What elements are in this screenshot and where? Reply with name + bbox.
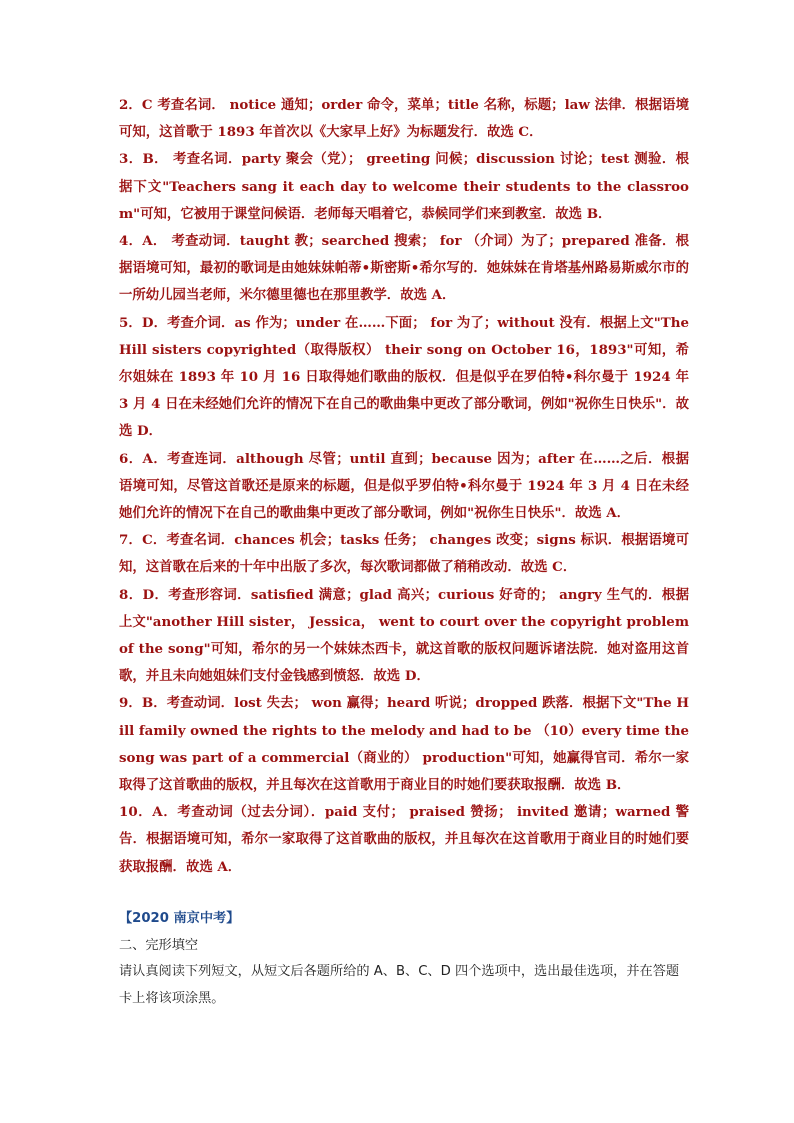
answer-item-4 (119, 228, 689, 310)
answer-text: A．考查连词．although 尽管；until 直到；because 因为；after 在……之后．根据语境可知，尽管这首歌还是原来的标题，但是似乎罗伯特•科尔曼于 1924 年 3 月 4 日在未经她们允许的情况下在自己的歌曲集中更改了部分歌词，例如"祝你生日快乐"．故选 A． (119, 450, 689, 522)
answer-item-8 (119, 582, 689, 691)
section-instruction: 请认真阅读下列短文，从短文后各题所给的 A、B、C、D 四个选项中，选出最佳选项，并在答题卡上将该项涂黑。 (119, 964, 680, 1006)
answer-number: 6． (119, 450, 143, 467)
answer-explanations (119, 92, 689, 881)
section-source: 【2020 南京中考】 (119, 911, 240, 926)
answer-text: D．考查介词．as 作为；under 在……下面； for 为了；without 没有．根据上文"The Hill sisters copyrighted（取得版权） their song on October 16，1893"可知，希尔姐妹在 1893 年 10 月 16 日取得她们歌曲的版权．但是似乎在罗伯特•科尔曼于 1924 年 3 月 4 日在未经她们允许的情况下在自己的歌曲集中更改了部分歌词，例如"祝你生日快乐"．故选 D． (119, 314, 689, 440)
answer-number: 8． (119, 586, 143, 603)
answer-text: B．考查动词．lost 失去； won 赢得；heard 听说；dropped 跌落．根据下文"The Hill family owned the rights to the melody and had to be （10）every time the song was part of a commercial（商业的） production"可知，她赢得官司．希尔一家取得了这首歌曲的版权，并且每次在这首歌用于商业目的时她们要获取报酬．故选 B． (119, 695, 689, 794)
answer-text: C 考查名词． notice 通知；order 命令，菜单；title 名称，标题；law 法律．根据语境可知，这首歌于 1893 年首次以《大家早上好》为标题发行．故选 C． (119, 97, 689, 141)
section-heading: 二、完形填空 (119, 937, 199, 953)
answer-text: D．考查形容词．satisfied 满意；glad 高兴；curious 好奇的； angry 生气的．根据上文"another Hill sister， Jessica， went to court over the copyright problem of the song"可知，希尔的另一个妹妹杰西卡，就这首歌的版权问题诉诸法院．她对盗用这首歌，并且未向她姐妹们支付金钱感到愤怒．故选 D． (119, 586, 689, 685)
answer-text: C．考查名词．chances 机会；tasks 任务； changes 改变；signs 标识．根据语境可知，这首歌在后来的十年中出版了多次，每次歌词都做了稍稍改动．故选 C． (119, 532, 689, 576)
answer-number: 3． (119, 151, 143, 168)
answer-item-7 (119, 527, 689, 581)
answer-number: 2． (119, 97, 142, 113)
answer-number: 4． (119, 233, 143, 250)
answer-number: 7． (119, 532, 143, 549)
answer-number: 5． (119, 314, 142, 331)
answer-item-10 (119, 799, 689, 881)
answer-item-9 (119, 690, 689, 799)
answer-item-3 (119, 146, 689, 228)
answer-item-5 (119, 310, 689, 446)
answer-text: A． 考查动词．taught 教；searched 搜索； for （介词）为了；prepared 准备．根据语境可知，最初的歌词是由她妹妹帕蒂•斯密斯•希尔写的．她妹妹在肯塔基州路易斯威尔市的一所幼儿园当老师，米尔德里德也在那里教学．故选 A． (119, 233, 689, 304)
answer-number: 10． (119, 804, 153, 821)
answer-text: B． 考查名词．party 聚会（党）； greeting 问候；discussion 讨论；test 测验．根据下文"Teachers sang it each day to welcome their students to the classroom"可知，它被用于课堂问候语．老师每天唱着它，恭候同学们来到教室．故选 B． (119, 151, 689, 222)
exam-section (119, 906, 689, 1012)
answer-item-6 (119, 446, 689, 528)
answer-item-2 (119, 92, 689, 146)
answer-number: 9． (119, 695, 142, 712)
answer-text: A．考查动词（过去分词）．paid 支付； praised 赞扬； invited 邀请；warned 警告．根据语境可知，希尔一家取得了这首歌曲的版权，并且每次在这首歌用于商业目的时她们要获取报酬．故选 A． (119, 804, 690, 875)
